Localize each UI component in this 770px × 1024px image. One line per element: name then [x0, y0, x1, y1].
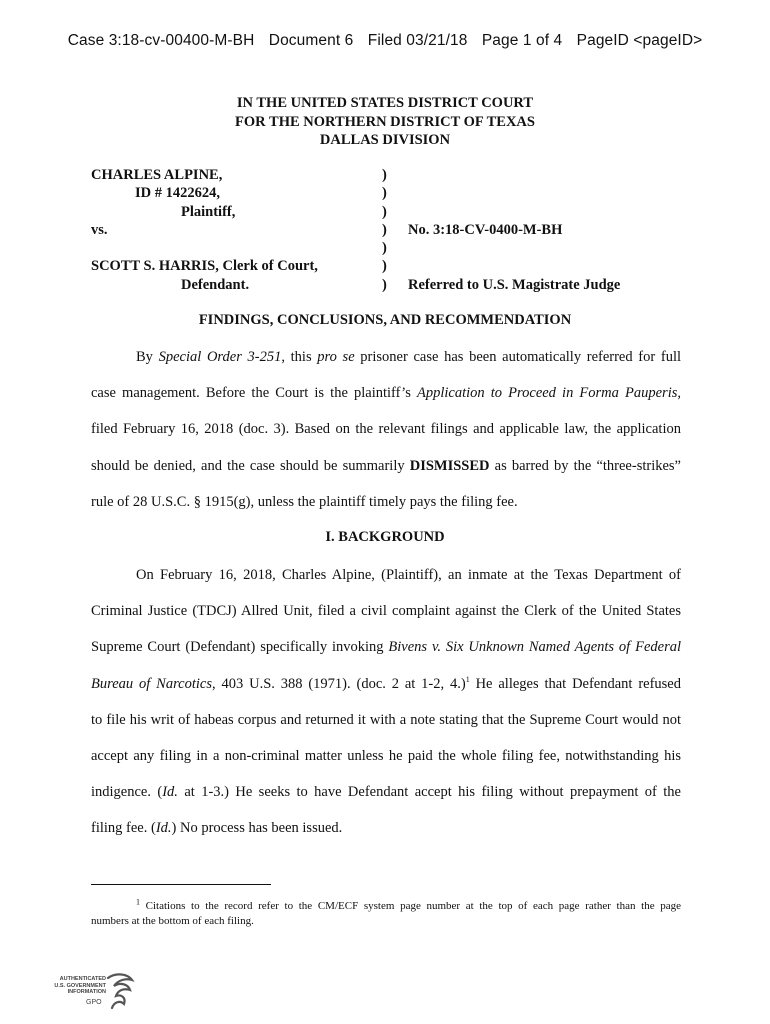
footnote-ref[interactable]: 1	[465, 674, 470, 684]
plaintiff-name: CHARLES ALPINE,	[91, 167, 223, 183]
case-number: Case 3:18-cv-00400-M-BH	[67, 32, 255, 49]
eagle-icon	[102, 972, 142, 1016]
court-heading	[0, 94, 770, 150]
text-line: Bureau of Narcotics, 403 U.S. 388 (1971). (doc. 2 at 1-2, 4.)$^1$ He alleges that Defendant refused	[91, 674, 681, 692]
footnote-line: $^1$ Citations to the record refer to the CM/ECF system page number at the top of each page rather than the page	[136, 897, 681, 912]
gpo-label: GPO	[86, 999, 102, 1006]
text-line: filed February 16, 2018 (doc. 3). Based on the relevant filings and applicable law, the application	[91, 421, 681, 438]
text-line: rule of 28 U.S.C. § 1915(g), unless the plaintiff timely pays the filing fee.	[91, 493, 518, 510]
caption-paren: )	[382, 221, 387, 238]
text-line: indigence. (Id. at 1-3.) He seeks to have Defendant accept his filing without prepayment of the	[91, 784, 681, 801]
page-header	[0, 32, 770, 50]
court-line-2: FOR THE NORTHERN DISTRICT OF TEXAS	[235, 113, 535, 130]
text-line: Supreme Court (Defendant) specifically invoking Bivens v. Six Unknown Named Agents of Federal	[91, 639, 681, 656]
text-line: case management. Before the Court is the plaintiff’s Application to Proceed in Forma Pauperis,	[91, 385, 681, 402]
versus: vs.	[91, 221, 108, 238]
defendant-role: Defendant.	[181, 276, 250, 293]
text-line: to file his writ of habeas corpus and returned it with a note stating that the Supreme Court would not	[91, 711, 681, 728]
caption-paren: )	[382, 258, 387, 275]
document-number: Document 6	[268, 32, 354, 49]
court-line-1: IN THE UNITED STATES DISTRICT COURT	[236, 95, 534, 111]
text-line: accept any filing in a non-criminal matter unless he paid the whole filing fee, notwithstanding his	[91, 747, 681, 764]
gpo-seal-text: AUTHENTICATED U.S. GOVERNMENT INFORMATION	[54, 976, 106, 995]
text-line: should be denied, and the case should be summarily DISMISSED as barred by the “three-strikes”	[91, 457, 681, 474]
plaintiff-role: Plaintiff,	[181, 203, 236, 220]
caption-paren: )	[382, 276, 387, 293]
caption-paren: )	[382, 240, 387, 257]
referral-note: Referred to U.S. Magistrate Judge	[408, 276, 621, 293]
footnote-divider	[91, 884, 271, 885]
plaintiff-id: ID # 1422624,	[135, 185, 220, 202]
page-number: Page 1 of 4	[481, 32, 563, 49]
document-title: FINDINGS, CONCLUSIONS, AND RECOMMENDATION	[198, 312, 572, 328]
section-heading-background: I. BACKGROUND	[325, 529, 445, 545]
footnote-number: 1	[136, 897, 140, 907]
gpo-authentication-seal	[44, 972, 134, 1016]
text-line: filing fee. (Id.) No process has been issued.	[91, 820, 343, 837]
filed-date: Filed 03/21/18	[367, 32, 468, 49]
caption-paren: )	[382, 185, 387, 202]
page-id: PageID <pageID>	[576, 32, 703, 49]
paragraph-background	[91, 566, 681, 856]
case-no: No. 3:18-CV-0400-M-BH	[408, 221, 563, 238]
court-line-3: DALLAS DIVISION	[319, 132, 451, 148]
paragraph-intro	[91, 348, 681, 529]
text-line: Criminal Justice (TDCJ) Allred Unit, filed a civil complaint against the Clerk of the United States	[91, 603, 681, 620]
caption-paren: )	[382, 167, 387, 183]
text-line: On February 16, 2018, Charles Alpine, (Plaintiff), an inmate at the Texas Department of	[136, 567, 681, 583]
caption-paren: )	[382, 203, 387, 220]
text-line: By Special Order 3-251, this pro se prisoner case has been automatically referred for full	[136, 349, 682, 365]
case-caption	[91, 166, 691, 294]
footnote	[91, 899, 681, 929]
defendant-name: SCOTT S. HARRIS, Clerk of Court,	[91, 258, 318, 275]
footnote-line: numbers at the bottom of each filing.	[91, 915, 254, 927]
